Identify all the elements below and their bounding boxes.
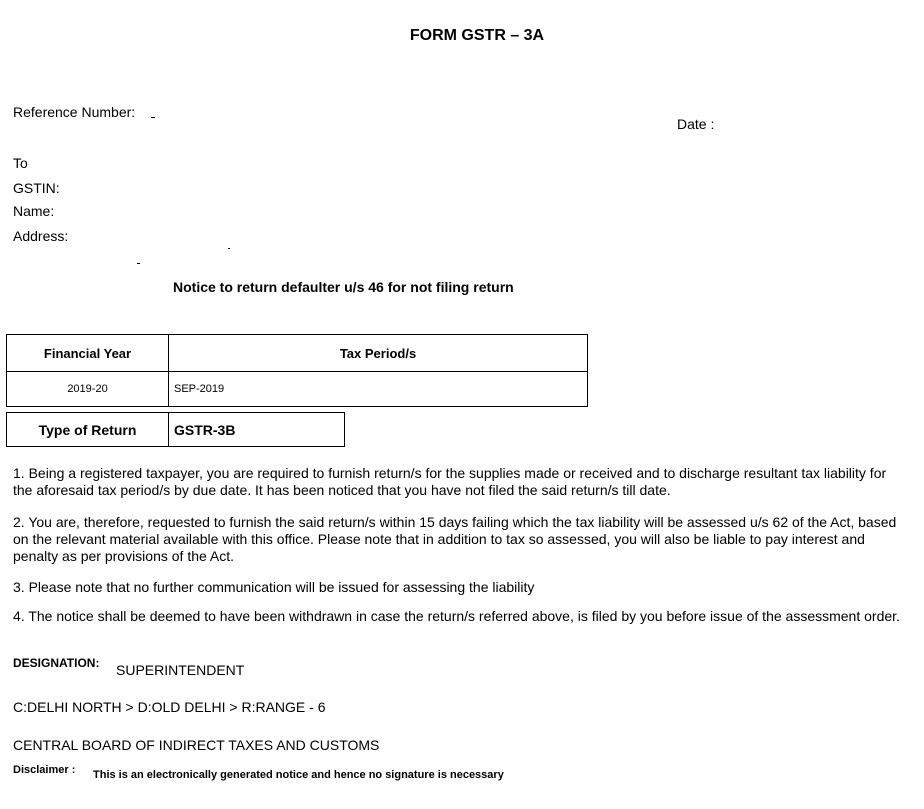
disclaimer-text: This is an electronically generated notice and hence no signature is necessary xyxy=(93,769,504,781)
reference-number-label: Reference Number: xyxy=(13,104,136,120)
redaction-mark xyxy=(228,248,230,249)
gstin-label: GSTIN: xyxy=(13,180,60,196)
form-title: FORM GSTR – 3A xyxy=(409,27,545,44)
paragraph-2: 2. You are, therefore, requested to furnish the said return/s within 15 days failing which the tax liability will be assessed u/s 62 of the Act, based on the relevant material available with this office. Please note that in addition to tax so assessed, you will also be liable to pay interest and penalty as per provisions of the Act. xyxy=(13,514,897,564)
designation-label: DESIGNATION: xyxy=(13,656,100,670)
table-row xyxy=(7,372,588,407)
notice-title: Notice to return defaulter u/s 46 for not filing return xyxy=(173,279,514,295)
date-label: Date : xyxy=(677,116,715,132)
cell-tax-period: SEP-2019 xyxy=(169,372,588,407)
paragraph-4: 4. The notice shall be deemed to have been withdrawn in case the return/s referred above, is filed by you before issue of the assessment order. xyxy=(13,608,900,624)
header-tax-period: Tax Period/s xyxy=(169,335,588,372)
table-header-row xyxy=(7,335,588,372)
jurisdiction: C:DELHI NORTH > D:OLD DELHI > R:RANGE - 6 xyxy=(13,699,326,715)
paragraph-1: 1. Being a registered taxpayer, you are required to furnish return/s for the supplies made or received and to discharge resultant tax liability for the aforesaid tax period/s by due date. It has been noticed that you have not filed the said return/s till date. xyxy=(13,465,887,498)
disclaimer-label: Disclaimer : xyxy=(13,764,76,776)
address-label: Address: xyxy=(13,228,69,244)
period-table xyxy=(6,334,588,407)
header-financial-year: Financial Year xyxy=(7,335,169,372)
return-type-table xyxy=(6,412,345,447)
return-type-label: Type of Return xyxy=(7,413,169,447)
cell-financial-year: 2019-20 xyxy=(7,372,169,407)
redaction-mark xyxy=(137,263,140,264)
paragraph-3: 3. Please note that no further communication will be issued for assessing the liability xyxy=(13,579,535,595)
board-name: CENTRAL BOARD OF INDIRECT TAXES AND CUSTOMS xyxy=(13,737,380,753)
to-label: To xyxy=(13,155,28,171)
name-label: Name: xyxy=(13,203,55,219)
redaction-mark xyxy=(151,117,155,118)
designation-value: SUPERINTENDENT xyxy=(116,662,245,678)
return-type-value: GSTR-3B xyxy=(169,413,345,447)
table-row xyxy=(7,413,345,447)
